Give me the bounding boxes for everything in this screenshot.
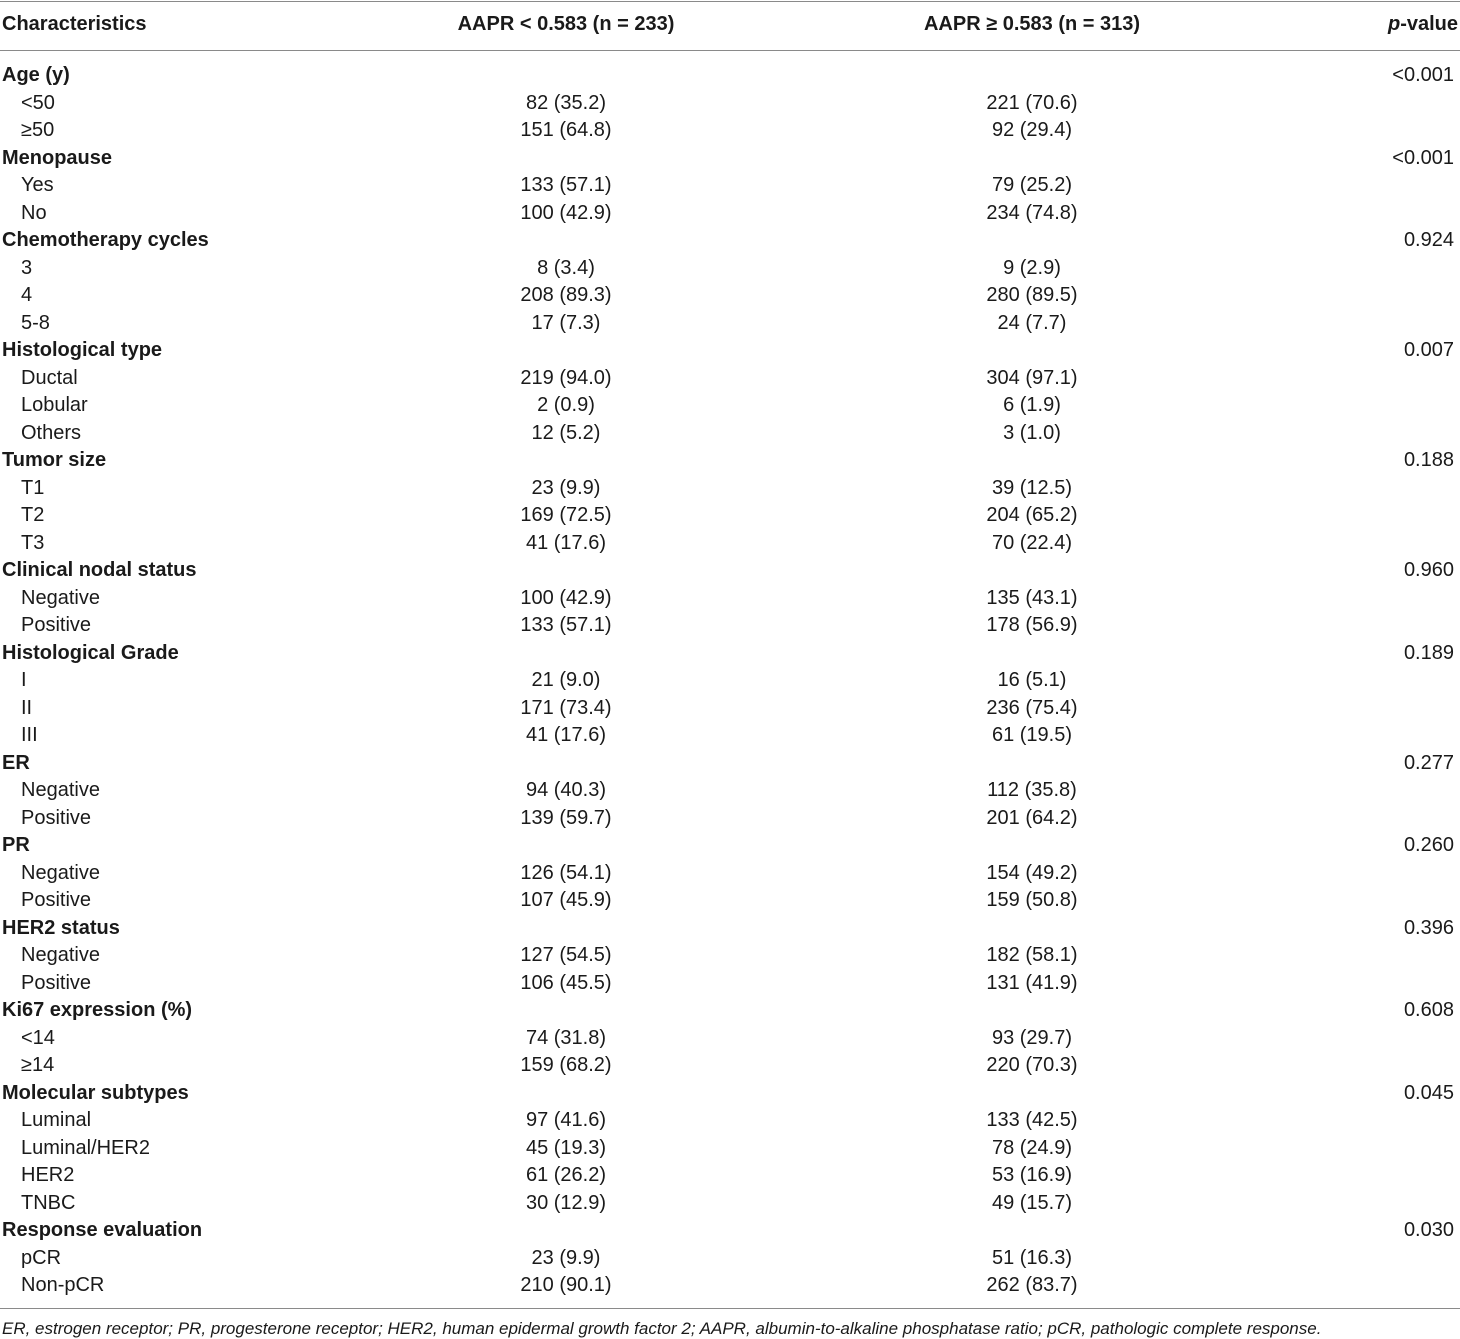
- category-label: Chemotherapy cycles: [2, 229, 209, 251]
- group-b-value: 53 (16.9): [991, 1164, 1073, 1186]
- group-a-value: 208 (89.3): [520, 284, 612, 306]
- group-a-value: 100 (42.9): [520, 201, 612, 224]
- category-row: [0, 145, 1460, 173]
- p-value: 0.030: [1403, 1219, 1454, 1241]
- category-row: [0, 915, 1460, 943]
- table-row: [0, 667, 1460, 695]
- header-group-b: AAPR ≥ 0.583 (n = 313): [923, 13, 1141, 35]
- p-value: <0.001: [1392, 64, 1454, 86]
- subgroup-label: I: [21, 669, 27, 691]
- group-a-value: 151 (64.8): [520, 119, 612, 141]
- subgroup-label: Others: [21, 421, 82, 444]
- group-b-value: 78 (24.9): [991, 1136, 1073, 1159]
- category-row: [0, 1080, 1460, 1108]
- subgroup-label: ≥14: [21, 1054, 55, 1076]
- group-b-value: 133 (42.5): [986, 1109, 1078, 1131]
- group-a-value: 21 (9.0): [531, 669, 601, 691]
- table-row: [0, 612, 1460, 640]
- group-b-value: 93 (29.7): [991, 1026, 1073, 1049]
- group-b-value: 131 (41.9): [986, 971, 1078, 994]
- group-a-value: 74 (31.8): [525, 1026, 607, 1049]
- category-row: [0, 227, 1460, 255]
- subgroup-label: Ductal: [21, 366, 78, 389]
- table-row: [0, 1162, 1460, 1190]
- table-row: [0, 942, 1460, 970]
- category-row: [0, 447, 1460, 475]
- group-a-value: 159 (68.2): [520, 1054, 612, 1076]
- header-p-prefix: p: [1387, 13, 1401, 35]
- group-a-value: 17 (7.3): [531, 311, 601, 334]
- category-label: Clinical nodal status: [2, 559, 197, 581]
- group-a-value: 133 (57.1): [520, 174, 612, 196]
- group-b-value: 262 (83.7): [986, 1274, 1078, 1296]
- group-a-value: 219 (94.0): [520, 366, 612, 389]
- group-b-value: 182 (58.1): [986, 944, 1078, 966]
- table-row: [0, 1135, 1460, 1163]
- subgroup-label: T2: [21, 504, 45, 526]
- table-row: [0, 420, 1460, 448]
- subgroup-label: Negative: [21, 944, 100, 966]
- category-label: ER: [2, 751, 30, 774]
- group-a-value: 127 (54.5): [520, 944, 612, 966]
- p-value: 0.189: [1403, 641, 1454, 664]
- category-label: Tumor size: [2, 449, 107, 471]
- group-b-value: 236 (75.4): [986, 696, 1078, 719]
- group-a-value: 107 (45.9): [520, 889, 612, 911]
- table-row: [0, 310, 1460, 338]
- table-row: [0, 887, 1460, 915]
- group-a-value: 171 (73.4): [520, 696, 612, 719]
- group-b-value: 112 (35.8): [987, 779, 1077, 801]
- group-a-value: 94 (40.3): [525, 779, 607, 801]
- category-row: [0, 832, 1460, 860]
- group-b-value: 49 (15.7): [991, 1191, 1073, 1214]
- group-b-value: 61 (19.5): [991, 724, 1073, 746]
- table-row: [0, 1190, 1460, 1218]
- table-row: [0, 777, 1460, 805]
- category-label: Menopause: [2, 146, 113, 169]
- table-row: [0, 502, 1460, 530]
- group-b-value: 221 (70.6): [986, 91, 1078, 114]
- group-b-value: 201 (64.2): [986, 806, 1078, 829]
- subgroup-label: Positive: [21, 806, 92, 829]
- p-value: 0.007: [1403, 339, 1454, 361]
- group-a-value: 45 (19.3): [525, 1136, 607, 1159]
- group-b-value: 24 (7.7): [997, 311, 1067, 334]
- group-a-value: 139 (59.7): [520, 806, 612, 829]
- group-b-value: 154 (49.2): [986, 861, 1078, 884]
- subgroup-label: pCR: [21, 1246, 62, 1269]
- subgroup-label: No: [21, 201, 47, 224]
- group-b-value: 9 (2.9): [1003, 256, 1061, 279]
- group-a-value: 126 (54.1): [520, 861, 612, 884]
- table-row: [0, 172, 1460, 200]
- subgroup-label: HER2: [21, 1164, 75, 1186]
- table-row: [0, 90, 1460, 118]
- p-value: 0.396: [1403, 916, 1454, 939]
- category-label: Histological Grade: [2, 641, 179, 664]
- group-b-value: 280 (89.5): [986, 284, 1078, 306]
- p-value: 0.045: [1403, 1081, 1454, 1104]
- category-label: Response evaluation: [2, 1219, 203, 1241]
- group-a-value: 2 (0.9): [537, 394, 595, 416]
- table-row: [0, 805, 1460, 833]
- category-label: Age (y): [2, 64, 70, 86]
- group-b-value: 92 (29.4): [991, 119, 1073, 141]
- group-b-value: 304 (97.1): [986, 366, 1078, 389]
- group-a-value: 169 (72.5): [520, 504, 612, 526]
- category-row: [0, 557, 1460, 585]
- subgroup-label: Positive: [21, 971, 92, 994]
- subgroup-label: ≥50: [21, 119, 55, 141]
- subgroup-label: II: [21, 696, 33, 719]
- table-row: [0, 860, 1460, 888]
- p-value: 0.260: [1403, 834, 1454, 856]
- header-p-suffix: -value: [1400, 13, 1458, 35]
- group-a-value: 100 (42.9): [520, 586, 612, 609]
- group-b-value: 220 (70.3): [986, 1054, 1078, 1076]
- group-b-value: 204 (65.2): [986, 504, 1078, 526]
- subgroup-label: Negative: [21, 586, 100, 609]
- group-b-value: 6 (1.9): [1003, 394, 1061, 416]
- subgroup-label: <14: [21, 1026, 55, 1049]
- p-value: 0.608: [1403, 999, 1454, 1021]
- p-value: 0.188: [1403, 449, 1454, 471]
- table-row: [0, 530, 1460, 558]
- table-row: [0, 585, 1460, 613]
- p-value: <0.001: [1392, 146, 1454, 169]
- table-row: [0, 1107, 1460, 1135]
- table-row: [0, 1272, 1460, 1300]
- table-row: [0, 475, 1460, 503]
- group-a-value: 106 (45.5): [520, 971, 612, 994]
- table-footnote: ER, estrogen receptor; PR, progesterone receptor; HER2, human epidermal growth factor 2; AAPR, albumin-to-alkaline phosphatase ratio; pCR, pathologic complete response.: [2, 1319, 1322, 1338]
- table-row: [0, 695, 1460, 723]
- table-row: [0, 1052, 1460, 1080]
- table-row: [0, 970, 1460, 998]
- group-b-value: 70 (22.4): [991, 531, 1073, 554]
- table-row: [0, 200, 1460, 228]
- group-a-value: 41 (17.6): [525, 724, 607, 746]
- p-value: 0.960: [1403, 559, 1454, 581]
- group-a-value: 82 (35.2): [525, 91, 607, 114]
- table-row: [0, 255, 1460, 283]
- header-characteristics: Characteristics: [2, 13, 147, 35]
- subgroup-label: Yes: [21, 174, 54, 196]
- header-group-a: AAPR < 0.583 (n = 233): [457, 13, 675, 35]
- category-label: Ki67 expression (%): [2, 999, 193, 1021]
- subgroup-label: Lobular: [21, 394, 88, 416]
- group-b-value: 39 (12.5): [991, 476, 1073, 499]
- category-row: [0, 997, 1460, 1025]
- group-a-value: 41 (17.6): [525, 531, 607, 554]
- group-b-value: 135 (43.1): [986, 586, 1078, 609]
- table-row: [0, 365, 1460, 393]
- table-header-row: [0, 1, 1460, 51]
- group-a-value: 61 (26.2): [525, 1164, 607, 1186]
- category-label: Molecular subtypes: [2, 1081, 189, 1104]
- subgroup-label: Luminal/HER2: [21, 1136, 150, 1159]
- subgroup-label: T1: [21, 476, 45, 499]
- p-value: 0.277: [1403, 751, 1454, 774]
- group-a-value: 12 (5.2): [531, 421, 601, 444]
- subgroup-label: TNBC: [21, 1191, 76, 1214]
- category-label: Histological type: [2, 339, 163, 361]
- group-a-value: 23 (9.9): [531, 476, 601, 499]
- table-bottom-rule: [0, 1308, 1460, 1309]
- group-b-value: 159 (50.8): [986, 889, 1078, 911]
- subgroup-label: 3: [21, 256, 33, 279]
- category-label: PR: [2, 834, 30, 856]
- group-a-value: 8 (3.4): [537, 256, 595, 279]
- category-row: [0, 640, 1460, 668]
- group-b-value: 51 (16.3): [991, 1246, 1073, 1269]
- header-p-value: [1388, 13, 1458, 36]
- subgroup-label: Luminal: [21, 1109, 92, 1131]
- table-row: [0, 282, 1460, 310]
- group-b-value: 178 (56.9): [986, 614, 1078, 636]
- p-value: 0.924: [1403, 229, 1454, 251]
- group-b-value: 234 (74.8): [986, 201, 1078, 224]
- table-row: [0, 1025, 1460, 1053]
- subgroup-label: Positive: [21, 889, 92, 911]
- subgroup-label: 4: [21, 284, 33, 306]
- subgroup-label: Positive: [21, 614, 92, 636]
- group-a-value: 23 (9.9): [531, 1246, 601, 1269]
- group-b-value: 79 (25.2): [991, 174, 1073, 196]
- category-row: [0, 62, 1460, 90]
- category-label: HER2 status: [2, 916, 120, 939]
- subgroup-label: Non-pCR: [21, 1274, 105, 1296]
- group-b-value: 16 (5.1): [997, 669, 1067, 691]
- table-row: [0, 117, 1460, 145]
- subgroup-label: Negative: [21, 861, 100, 884]
- subgroup-label: <50: [21, 91, 55, 114]
- subgroup-label: 5-8: [21, 311, 50, 334]
- table-row: [0, 392, 1460, 420]
- table-row: [0, 1245, 1460, 1273]
- group-a-value: 30 (12.9): [525, 1191, 607, 1214]
- subgroup-label: Negative: [21, 779, 100, 801]
- category-row: [0, 337, 1460, 365]
- subgroup-label: III: [21, 724, 38, 746]
- group-a-value: 133 (57.1): [520, 614, 612, 636]
- group-a-value: 210 (90.1): [520, 1274, 612, 1296]
- subgroup-label: T3: [21, 531, 45, 554]
- group-a-value: 97 (41.6): [525, 1109, 607, 1131]
- category-row: [0, 750, 1460, 778]
- table-row: [0, 722, 1460, 750]
- category-row: [0, 1217, 1460, 1245]
- group-b-value: 3 (1.0): [1003, 421, 1061, 444]
